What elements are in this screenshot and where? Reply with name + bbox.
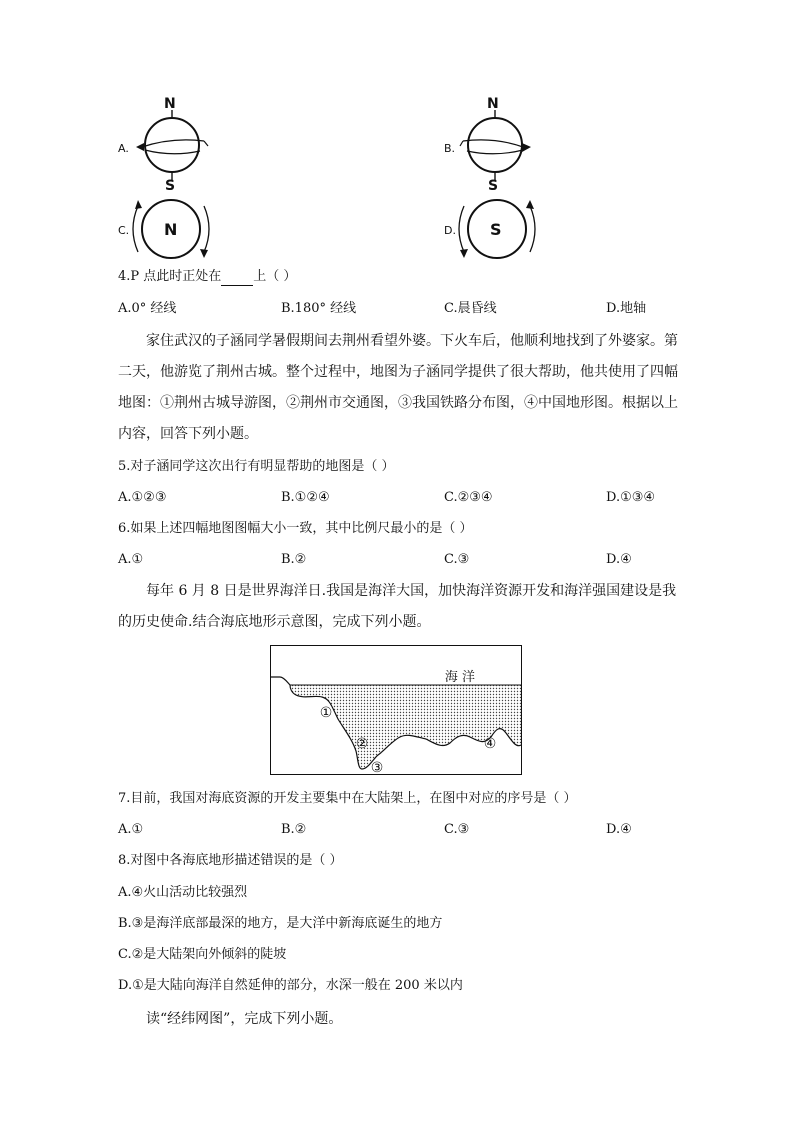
mark-3: ③	[370, 760, 384, 775]
figure-d-label: D.	[444, 224, 456, 237]
figure-c-center: N	[164, 220, 178, 239]
figure-b-south: S	[488, 178, 499, 194]
closing-prompt: 读“经纬网图”，完成下列小题。	[146, 1011, 343, 1027]
mark-4: ④	[483, 736, 497, 752]
q4-option-d[interactable]: D.地轴	[606, 301, 647, 316]
seabed-profile	[270, 645, 522, 775]
q4-option-a[interactable]: A.0° 经线	[118, 301, 177, 316]
figure-b-label: B.	[444, 142, 456, 155]
ocean-label: 海 洋	[444, 670, 476, 685]
figure-c-label: C.	[118, 224, 130, 237]
seabed-diagram	[270, 645, 522, 775]
q6-option-b[interactable]: B.②	[281, 552, 307, 567]
q8-option-c[interactable]: C.②是大陆架向外倾斜的陡坡	[118, 947, 287, 962]
globe-b-icon	[453, 110, 539, 182]
q5-option-b[interactable]: B.①②④	[281, 490, 330, 505]
q7-option-b[interactable]: B.②	[281, 822, 307, 837]
q6-option-a[interactable]: A.①	[118, 552, 144, 567]
q8-option-a[interactable]: A.④火山活动比较强烈	[118, 885, 248, 900]
figure-a-label: A.	[118, 142, 129, 155]
q6-option-c[interactable]: C.③	[444, 552, 470, 567]
q8-stem: 8.对图中各海底地形描述错误的是（ ）	[118, 853, 343, 868]
mark-2: ②	[355, 736, 369, 752]
figure-a-south: S	[165, 178, 176, 194]
q7-stem: 7.目前，我国对海底资源的开发主要集中在大陆架上，在图中对应的序号是（ ）	[118, 791, 577, 806]
q6-stem: 6.如果上述四幅地图图幅大小一致，其中比例尺最小的是（ ）	[118, 521, 473, 536]
q8-option-d[interactable]: D.①是大陆向海洋自然延伸的部分，水深一般在 200 米以内	[118, 978, 463, 993]
figure-d-center: S	[490, 220, 502, 239]
q4-option-b[interactable]: B.180° 经线	[281, 301, 357, 316]
mark-1: ①	[319, 705, 333, 721]
globe-a-icon	[130, 110, 216, 182]
figure-b-north: N	[487, 96, 499, 112]
q5-stem: 5.对子涵同学这次出行有明显帮助的地图是（ ）	[118, 459, 395, 474]
figure-a-north: N	[164, 96, 176, 112]
q5-option-a[interactable]: A.①②③	[118, 490, 167, 505]
q8-option-b[interactable]: B.③是海洋底部最深的地方，是大洋中新海底诞生的地方	[118, 916, 443, 931]
q5-option-c[interactable]: C.②③④	[444, 490, 493, 505]
q7-option-d[interactable]: D.④	[606, 822, 632, 837]
q4-stem-pre: 4.P 点此时正处在	[118, 269, 222, 284]
q5-option-d[interactable]: D.①③④	[606, 490, 656, 505]
q4-option-c[interactable]: C.晨昏线	[444, 301, 497, 316]
q7-option-c[interactable]: C.③	[444, 822, 470, 837]
q6-option-d[interactable]: D.④	[606, 552, 632, 567]
q4-blank	[221, 271, 253, 286]
q7-option-a[interactable]: A.①	[118, 822, 144, 837]
passage-1: 家住武汉的子涵同学暑假期间去荆州看望外婆。下火车后，他顺利地找到了外婆家。第二天，他游览了荆州古城。整个过程中，地图为子涵同学提供了很大帮助，他共使用了四幅地图：①荆州古城导游图，②荆州市交通图，③我国铁路分布图，④中国地形图。根据以上内容，回答下列小题。	[118, 333, 678, 442]
q4-stem	[118, 268, 296, 286]
passage-2: 每年 6 月 8 日是世界海洋日.我国是海洋大国，加快海洋资源开发和海洋强国建设是我的历史使命.结合海底地形示意图，完成下列小题。	[118, 583, 677, 630]
q4-stem-post: 上（ ）	[253, 269, 297, 284]
